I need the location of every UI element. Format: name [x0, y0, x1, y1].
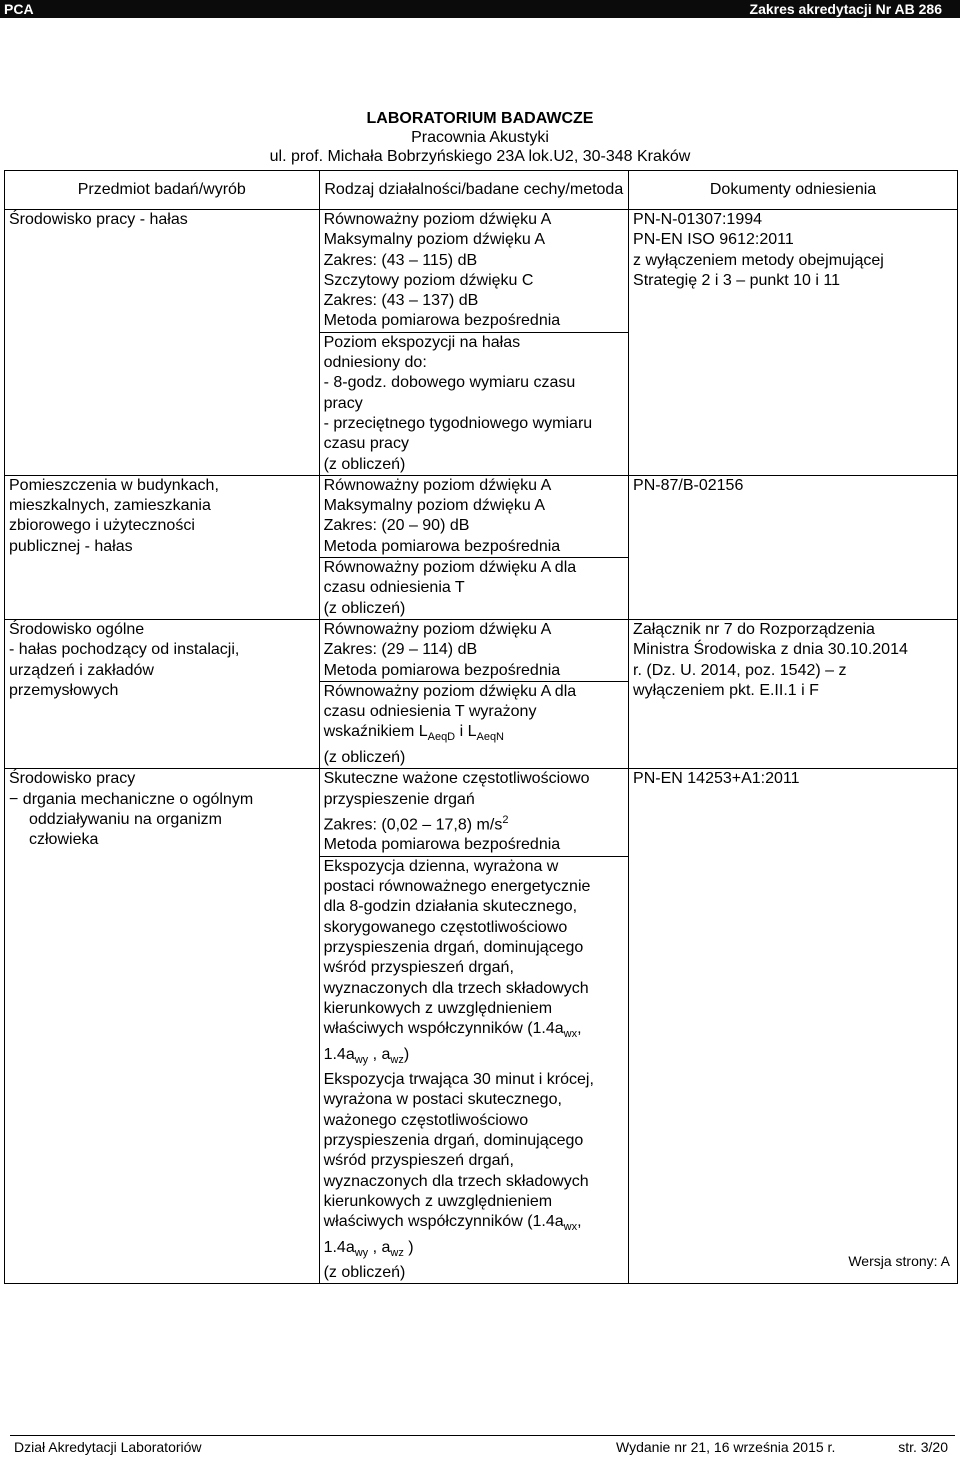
method-line: dla 8-godzin działania skutecznego, — [323, 898, 578, 916]
method-line: Zakres: (43 – 115) dB — [323, 251, 478, 269]
org-acronym: PCA — [4, 1, 34, 17]
indicator-sub: AeqN — [476, 731, 505, 744]
lab-address: ul. prof. Michała Bobrzyńskiego 23A lok.U2, 30-348 Kraków — [269, 148, 691, 165]
coef-text: ) — [403, 1238, 414, 1256]
accreditation-number: Zakres akredytacji Nr AB 286 — [749, 1, 942, 17]
top-header-bar — [0, 0, 960, 18]
method-line: Skuteczne ważone częstotliwościowo — [323, 770, 590, 788]
coef-text: ) — [403, 1045, 410, 1063]
method-line: wyrażona w postaci skutecznego, — [323, 1091, 562, 1109]
coef-text: 1.4a — [323, 1238, 355, 1256]
footer-page-number: str. 3/20 — [898, 1439, 948, 1455]
docs-cell — [629, 619, 958, 768]
header-method: Rodzaj działalności/badane cechy/metoda — [319, 171, 628, 210]
method-line: skorygowanego częstotliwościowo — [323, 918, 568, 936]
coef-sub: wy — [354, 1246, 369, 1259]
doc-line: PN-87/B-02156 — [633, 476, 744, 494]
scope-table — [4, 170, 958, 1284]
method-line — [324, 1238, 624, 1263]
method-line: (z obliczeń) — [323, 748, 406, 766]
doc-line: PN-EN 14253+A1:2011 — [633, 770, 800, 788]
method-line: Maksymalny poziom dźwięku A — [323, 497, 545, 515]
coef-text: 1.4a — [323, 1045, 355, 1063]
method-line: wyznaczonych dla trzech składowych — [323, 1172, 589, 1190]
method-line: (z obliczeń) — [323, 599, 406, 617]
lab-unit: Pracownia Akustyki — [411, 129, 549, 146]
method-line: Zakres: (29 – 114) dB — [323, 641, 478, 659]
lab-header — [0, 109, 960, 166]
header-subject: Przedmiot badań/wyrób — [5, 171, 320, 210]
subject-line: Środowisko pracy — [9, 770, 136, 788]
coef-text: , — [577, 1213, 582, 1231]
subject-line: urządzeń i zakładów — [9, 661, 154, 679]
method-cell — [319, 475, 628, 619]
subject-line: oddziaływaniu na organizm — [29, 810, 222, 828]
method-cell — [319, 210, 628, 476]
doc-line: z wyłączeniem metody obejmującej — [633, 251, 884, 269]
method-line: przyspieszenie drgań — [323, 790, 475, 808]
method-line: Metoda pomiarowa bezpośrednia — [323, 537, 561, 555]
subject-line: Środowisko pracy - hałas — [9, 211, 188, 228]
method-line: Równoważny poziom dźwięku A — [323, 476, 552, 494]
method-line: przyspieszenia drgań, dominującego — [323, 938, 584, 956]
method-line: Metoda pomiarowa bezpośrednia — [323, 312, 561, 330]
coef-sub: wz — [390, 1246, 404, 1259]
doc-line: wyłączeniem pkt. E.II.1 i F — [633, 681, 819, 699]
subject-line: zbiorowego i użyteczności — [9, 517, 195, 535]
subject-cell — [5, 769, 320, 1284]
page-version: Wersja strony: A — [848, 1253, 950, 1269]
coef-text: , — [577, 1020, 582, 1038]
table-row — [5, 475, 958, 619]
method-line: Poziom ekspozycji na hałas — [323, 333, 521, 351]
method-line: wśród przyspieszeń drgań, — [323, 959, 514, 977]
lab-name: LABORATORIUM BADAWCZE — [366, 110, 594, 127]
table-header-row — [5, 171, 958, 210]
method-line: - 8-godz. dobowego wymiaru czasu — [323, 374, 576, 392]
method-line: Metoda pomiarowa bezpośrednia — [323, 661, 561, 679]
footer-department: Dział Akredytacji Laboratoriów — [14, 1439, 202, 1455]
method-line: ważonego częstotliwościowo — [323, 1111, 529, 1129]
method-line: przyspieszenia drgań, dominującego — [323, 1131, 584, 1149]
range-text: Zakres: (0,02 – 17,8) m/s — [323, 816, 503, 834]
coef-sub: wy — [354, 1053, 369, 1066]
doc-line: Ministra Środowiska z dnia 30.10.2014 — [633, 641, 908, 659]
footer-divider — [10, 1435, 955, 1436]
coef-sub: wx — [563, 1028, 578, 1041]
subject-line: publicznej - hałas — [9, 537, 133, 555]
subject-line: Środowisko ogólne — [9, 620, 145, 638]
indicator-text: wskaźnikiem L — [323, 723, 428, 741]
docs-cell — [629, 210, 958, 476]
method-line: Ekspozycja dzienna, wyrażona w — [323, 857, 559, 875]
doc-line: PN-EN ISO 9612:2011 — [633, 231, 794, 249]
subject-cell — [5, 619, 320, 768]
method-line — [324, 1045, 624, 1070]
method-line: czasu pracy — [323, 435, 409, 453]
subject-line: mieszkalnych, zamieszkania — [9, 497, 211, 515]
subject-cell — [5, 210, 320, 476]
coef-text: , a — [368, 1045, 391, 1063]
method-cell — [319, 769, 628, 1284]
method-line: postaci równoważnego energetycznie — [323, 878, 591, 896]
method-line — [324, 810, 624, 836]
method-line: - przeciętnego tygodniowego wymiaru — [323, 414, 593, 432]
method-line: Zakres: (20 – 90) dB — [323, 517, 470, 535]
method-line: wśród przyspieszeń drgań, — [323, 1152, 514, 1170]
table-row — [5, 210, 958, 476]
docs-cell — [629, 769, 958, 1284]
doc-line: Strategię 2 i 3 – punkt 10 i 11 — [633, 271, 840, 289]
method-line: Równoważny poziom dźwięku A dla — [323, 682, 577, 700]
method-line: Równoważny poziom dźwięku A — [323, 211, 552, 228]
method-line: kierunkowych z uwzględnieniem — [323, 999, 553, 1017]
method-line: (z obliczeń) — [323, 1264, 406, 1282]
method-line: czasu odniesienia T wyrażony — [323, 703, 537, 721]
subject-line: przemysłowych — [9, 681, 119, 699]
method-line: kierunkowych z uwzględnieniem — [323, 1192, 553, 1210]
indicator-text: i L — [455, 723, 477, 741]
method-cell — [319, 619, 628, 768]
coef-text: właściwych współczynników (1.4a — [323, 1213, 564, 1231]
method-line: wyznaczonych dla trzech składowych — [323, 979, 589, 997]
subject-line: - hałas pochodzący od instalacji, — [9, 641, 240, 659]
footer-edition: Wydanie nr 21, 16 września 2015 r. — [616, 1439, 836, 1455]
header-documents: Dokumenty odniesienia — [629, 171, 958, 210]
method-line: czasu odniesienia T — [323, 579, 465, 597]
coef-sub: wx — [563, 1221, 578, 1234]
subject-cell — [5, 475, 320, 619]
subject-line: człowieka — [29, 831, 99, 849]
method-line: Równoważny poziom dźwięku A dla — [323, 559, 577, 577]
method-line: Szczytowy poziom dźwięku C — [323, 271, 534, 289]
method-line — [324, 722, 624, 747]
method-line: Zakres: (43 – 137) dB — [323, 292, 479, 310]
docs-cell — [629, 475, 958, 619]
method-line — [324, 1212, 624, 1237]
method-line: pracy — [323, 394, 363, 412]
coef-sub: wz — [390, 1053, 404, 1066]
subject-line: Pomieszczenia w budynkach, — [9, 476, 219, 494]
table-row — [5, 769, 958, 1284]
method-line: (z obliczeń) — [323, 455, 406, 473]
doc-line: r. (Dz. U. 2014, poz. 1542) – z — [633, 661, 847, 679]
subject-line: − drgania mechaniczne o ogólnym — [9, 790, 254, 808]
method-line: Równoważny poziom dźwięku A — [323, 620, 552, 638]
method-line — [324, 1019, 624, 1044]
coef-text: właściwych współczynników (1.4a — [323, 1020, 564, 1038]
method-line: Ekspozycja trwająca 30 minut i krócej, — [323, 1071, 594, 1089]
method-line: Maksymalny poziom dźwięku A — [323, 231, 545, 249]
coef-text: , a — [368, 1238, 391, 1256]
doc-line: Załącznik nr 7 do Rozporządzenia — [633, 620, 875, 638]
doc-line: PN-N-01307:1994 — [633, 211, 763, 228]
table-row — [5, 619, 958, 768]
range-sup: 2 — [502, 813, 509, 826]
indicator-sub: AeqD — [427, 731, 456, 744]
method-line: Metoda pomiarowa bezpośrednia — [323, 836, 561, 854]
method-line: odniesiony do: — [323, 354, 427, 372]
